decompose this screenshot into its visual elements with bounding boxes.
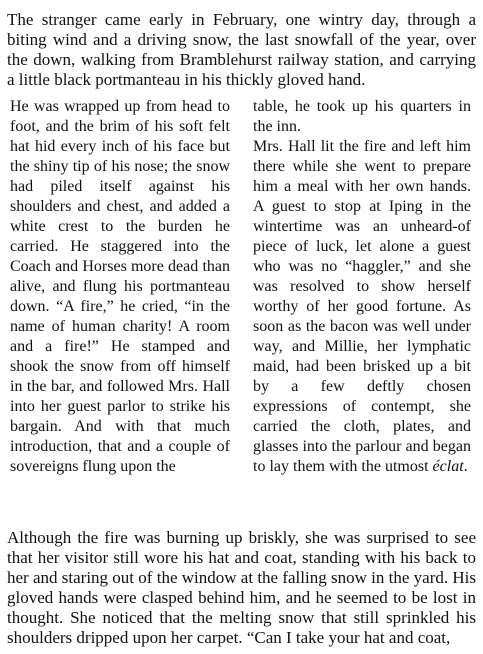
right-column-paragraph-2-end: . <box>463 458 468 475</box>
left-column <box>10 97 230 477</box>
right-column-paragraph-2 <box>253 137 471 477</box>
closing-paragraph: Although the fire was burning up briskly, she was surprised to see that her visitor still wore his hat and coat, standing with his back to her and staring out of the window at the falling snow in the yard. His gloved hands were clasped behind him, and he seemed to be lost in thought. She noticed that the melting snow that still sprinkled his shoulders dripped upon her carpet. “Can I take your hat and coat, <box>7 528 476 647</box>
right-column <box>253 97 471 477</box>
eclat-italic-word: éclat <box>432 458 464 475</box>
right-column-paragraph-2-text: Mrs. Hall lit the fire and left him there while she went to prepare him a meal with her own hands. A guest to stop at Iping in the wintertime was an unheard-of piece of luck, let alone a guest who was no “haggler,” and she was resolved to show herself worthy of her good fortune. As soon as the bacon was well under way, and Millie, her lymphatic maid, had been brisked up a bit by a few deftly chosen expressions of contempt, she carried the cloth, plates, and glasses into the parlour and began to lay them with the utmost <box>253 138 471 475</box>
right-column-paragraph-1: table, he took up his quarters in the inn. <box>253 98 471 135</box>
intro-paragraph: The stranger came early in February, one wintry day, through a biting wind and a driving snow, the last snowfall of the year, over the down, walking from Bramblehurst railway station, and carrying a little black portmanteau in his thickly gloved hand. <box>7 10 476 89</box>
left-column-paragraph: He was wrapped up from head to foot, and the brim of his soft felt hat hid every inch of his face but the shiny tip of his nose; the snow had piled itself against his shoulders and chest, and added a white crest to the burden he carried. He staggered into the Coach and Horses more dead than alive, and flung his portmanteau down. “A fire,” he cried, “in the name of human charity! A room and a fire!” He stamped and shook the snow from off himself in the bar, and followed Mrs. Hall into her guest parlor to strike his bargain. And with that much introduction, that and a couple of sovereigns flung upon the <box>10 98 230 475</box>
